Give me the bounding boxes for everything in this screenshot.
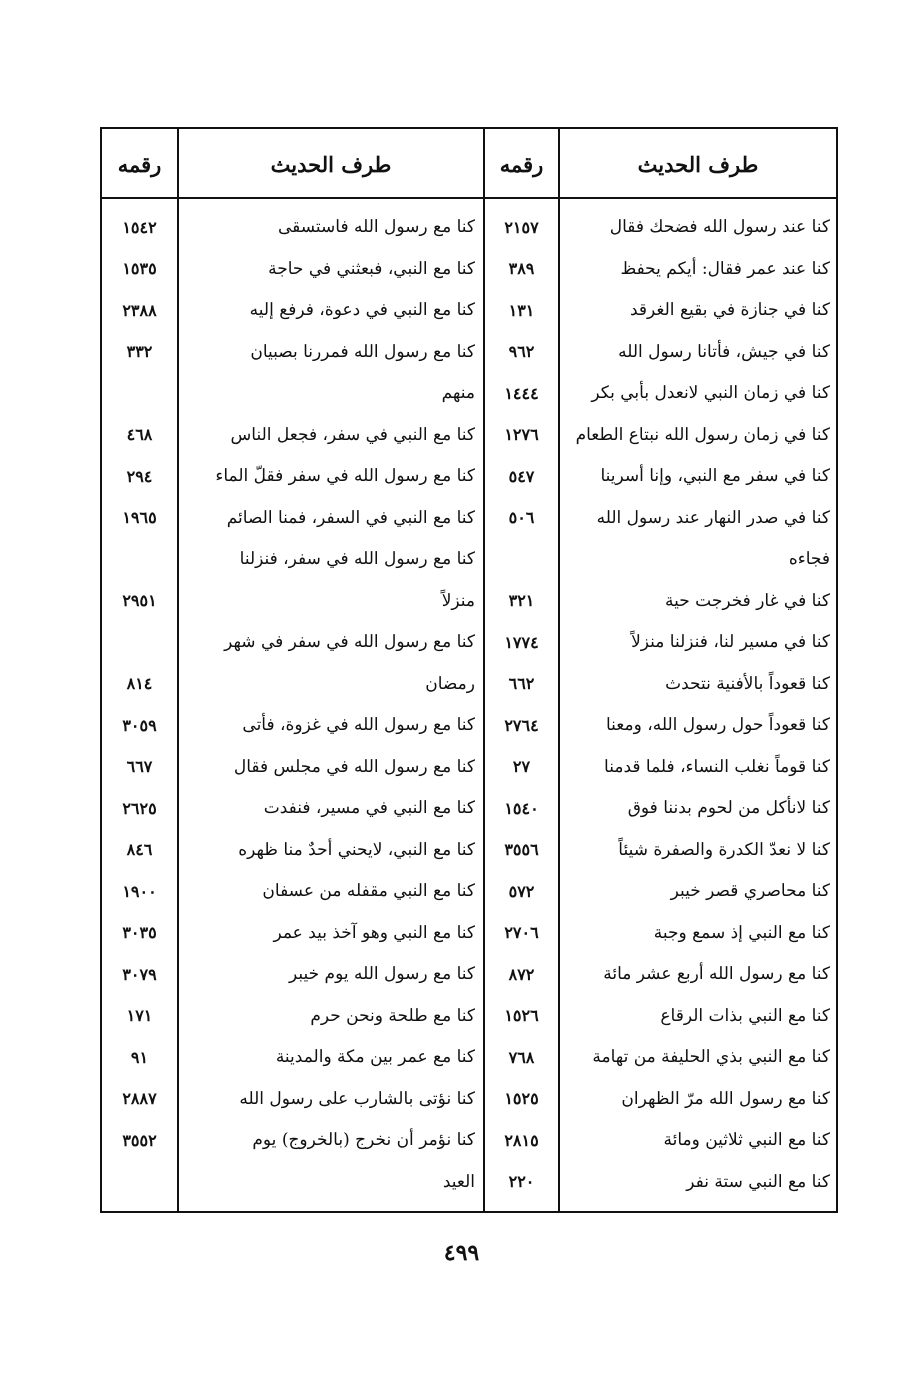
header-divider xyxy=(102,197,836,199)
hadith-text-right: كنا قوماً نغلب النساء، فلما قدمنا xyxy=(604,756,830,777)
hadith-text-left: كنا مع عمر بين مكة والمدينة xyxy=(275,1047,475,1067)
hadith-text-right: كنا مع النبي إذ سمع وجبة xyxy=(653,922,830,943)
hadith-text-right: كنا مع رسول الله مرّ الظهران xyxy=(621,1088,830,1109)
hadith-number-right: ٩٦٢ xyxy=(508,342,535,361)
hadith-number-right: ٥٤٧ xyxy=(508,466,535,486)
hadith-text-left: كنا مع رسول الله في سفر فقلّ الماء xyxy=(215,466,475,486)
hadith-number-left xyxy=(102,622,177,662)
hadith-number-right: ١٥٢٦ xyxy=(504,1006,539,1025)
hadith-text-left: كنا مع رسول الله فمررنا بصبيان xyxy=(250,341,475,362)
hadith-number-right: ٦٦٢ xyxy=(508,674,535,693)
hadith-text-right: كنا في غار فخرجت حية xyxy=(664,590,830,611)
hadith-text-left: كنا مع النبي في مسير، فنفدت xyxy=(263,798,475,818)
header-number-left: رقمه xyxy=(117,151,162,177)
hadith-text-left: كنا نؤمر أن نخرج (بالخروج) يوم xyxy=(252,1130,475,1150)
hadith-number-left: ٢٩٥١ xyxy=(122,591,157,610)
hadith-text-left: كنا مع النبي في سفر، فجعل الناس xyxy=(230,424,475,445)
hadith-text-right: كنا قعوداً حول رسول الله، ومعنا xyxy=(605,715,830,735)
hadith-text-left: كنا مع رسول الله يوم خيبر xyxy=(289,964,475,984)
hadith-text-right: كنا عند عمر فقال: أيكم يحفظ xyxy=(620,258,830,279)
hadith-text-right: كنا مع النبي ستة نفر xyxy=(686,1171,830,1192)
hadith-text-right: كنا عند رسول الله فضحك فقال xyxy=(609,217,830,237)
hadith-text-left: كنا مع النبي وهو آخذ بيد عمر xyxy=(273,922,475,943)
hadith-text-right: كنا في زمان رسول الله نبتاع الطعام xyxy=(575,424,830,445)
hadith-text-right: كنا في جيش، فأتانا رسول الله xyxy=(618,341,830,362)
header-hadith-right: طرف الحديث xyxy=(637,151,759,177)
hadith-number-right: ٢٧ xyxy=(512,757,531,776)
hadith-number-right: ٢٧٠٦ xyxy=(504,923,539,942)
hadith-number-right: ٣٢١ xyxy=(508,591,535,610)
hadith-text-right: كنا في جنازة في بقيع الغرقد xyxy=(630,300,830,320)
hadith-text-left: كنا مع طلحة ونحن حرم xyxy=(310,1005,475,1026)
hadith-text-left: كنا مع النبي، لايحني أحدٌ منا ظهره xyxy=(238,839,475,860)
hadith-text-right: كنا محاصري قصر خيبر xyxy=(670,881,830,901)
page-number: ٤٩٩ xyxy=(443,1240,480,1266)
hadith-number-right: ٥٠٦ xyxy=(508,508,535,527)
hadith-number-left xyxy=(102,373,177,413)
hadith-text-right: كنا لانأكل من لحوم بدننا فوق xyxy=(627,798,830,818)
hadith-number-left: ٣٣٢ xyxy=(126,342,153,361)
hadith-number-right: ٨٧٢ xyxy=(508,964,535,984)
hadith-number-right: ١٥٢٥ xyxy=(504,1089,539,1108)
hadith-text-right: كنا مع النبي بذات الرقاع xyxy=(660,1005,830,1026)
hadith-text-right: كنا في مسير لنا، فنزلنا منزلاً xyxy=(631,632,830,652)
hadith-number-left: ٣٠٥٩ xyxy=(122,715,157,735)
hadith-text-left: كنا مع النبي مقفله من عسفان xyxy=(262,881,475,901)
hadith-text-left: منهم xyxy=(441,383,475,403)
hadith-number-left: ٨٤٦ xyxy=(126,840,153,859)
hadith-text-left: كنا مع رسول الله فاستسقى xyxy=(277,217,475,237)
hadith-number-left: ٢٩٤ xyxy=(126,466,153,486)
hadith-text-right: فجاءه xyxy=(788,549,830,569)
hadith-text-left: كنا مع رسول الله في سفر، فنزلنا xyxy=(239,549,475,569)
hadith-number-right: ٢٨١٥ xyxy=(504,1130,539,1150)
hadith-number-left: ٩١ xyxy=(130,1047,149,1067)
hadith-index-table xyxy=(100,127,838,1213)
hadith-number-left: ١٧١ xyxy=(126,1006,153,1025)
hadith-text-left: كنا مع رسول الله في غزوة، فأتى xyxy=(242,715,475,735)
hadith-number-left: ١٩٦٥ xyxy=(122,508,157,527)
hadith-text-right: كنا في صدر النهار عند رسول الله xyxy=(596,507,830,528)
hadith-number-right: ٥٧٢ xyxy=(508,881,535,901)
hadith-number-right: ٣٥٥٦ xyxy=(504,840,539,859)
hadith-number-left xyxy=(102,1162,177,1202)
hadith-number-left: ٢٦٢٥ xyxy=(122,798,157,818)
hadith-number-left xyxy=(102,539,177,579)
hadith-number-right: ١٣١ xyxy=(508,300,535,320)
hadith-text-left: العيد xyxy=(442,1171,475,1192)
hadith-number-left: ١٥٣٥ xyxy=(122,259,157,278)
hadith-number-right xyxy=(485,539,558,579)
hadith-number-right: ١٥٤٠ xyxy=(504,798,539,818)
hadith-text-left: كنا مع النبي في السفر، فمنا الصائم xyxy=(226,507,475,528)
hadith-text-left: كنا مع النبي، فبعثني في حاجة xyxy=(268,258,475,279)
hadith-number-right: ٣٨٩ xyxy=(508,259,535,278)
hadith-number-left: ١٩٠٠ xyxy=(122,881,157,901)
hadith-text-right: كنا مع النبي بذي الحليفة من تهامة xyxy=(592,1047,830,1067)
hadith-number-left: ٣٠٧٩ xyxy=(122,964,157,984)
hadith-text-left: كنا مع رسول الله في سفر في شهر xyxy=(224,632,475,652)
hadith-number-right: ٢٧٦٤ xyxy=(504,715,539,735)
hadith-text-right: كنا لا نعدّ الكدرة والصفرة شيئاً xyxy=(618,839,830,860)
hadith-number-right: ١٧٧٤ xyxy=(504,632,539,652)
hadith-text-right: كنا مع النبي ثلاثين ومائة xyxy=(663,1130,830,1150)
hadith-text-left: كنا مع رسول الله في مجلس فقال xyxy=(233,756,475,777)
hadith-text-right: كنا مع رسول الله أربع عشر مائة xyxy=(603,964,830,984)
hadith-number-right: ١٢٧٦ xyxy=(504,425,539,444)
hadith-number-left: ٢٨٨٧ xyxy=(122,1089,157,1108)
hadith-number-right: ٧٦٨ xyxy=(508,1047,535,1067)
hadith-text-right: كنا في زمان النبي لانعدل بأبي بكر xyxy=(591,383,830,403)
hadith-text-left: رمضان xyxy=(425,673,475,694)
hadith-text-left: منزلاً xyxy=(441,590,475,611)
hadith-number-left: ٤٦٨ xyxy=(126,425,153,444)
hadith-number-left: ٨١٤ xyxy=(126,674,153,693)
hadith-number-left: ٣٠٣٥ xyxy=(122,923,157,942)
hadith-number-left: ٦٦٧ xyxy=(126,757,153,776)
header-hadith-left: طرف الحديث xyxy=(270,151,392,177)
hadith-text-right: كنا قعوداً بالأفنية نتحدث xyxy=(665,673,830,694)
hadith-number-left: ٣٥٥٢ xyxy=(122,1130,157,1150)
hadith-text-left: كنا مع النبي في دعوة، فرفع إليه xyxy=(249,300,475,320)
hadith-number-right: ٢٢٠ xyxy=(508,1172,535,1191)
hadith-number-right: ١٤٤٤ xyxy=(504,383,539,403)
hadith-text-right: كنا في سفر مع النبي، وإنا أسرينا xyxy=(600,466,830,486)
hadith-number-left: ١٥٤٢ xyxy=(122,217,157,237)
hadith-number-right: ٢١٥٧ xyxy=(504,217,539,237)
header-number-right: رقمه xyxy=(499,151,544,177)
hadith-number-left: ٢٣٨٨ xyxy=(122,300,157,320)
hadith-text-left: كنا نؤتى بالشارب على رسول الله xyxy=(239,1088,475,1109)
